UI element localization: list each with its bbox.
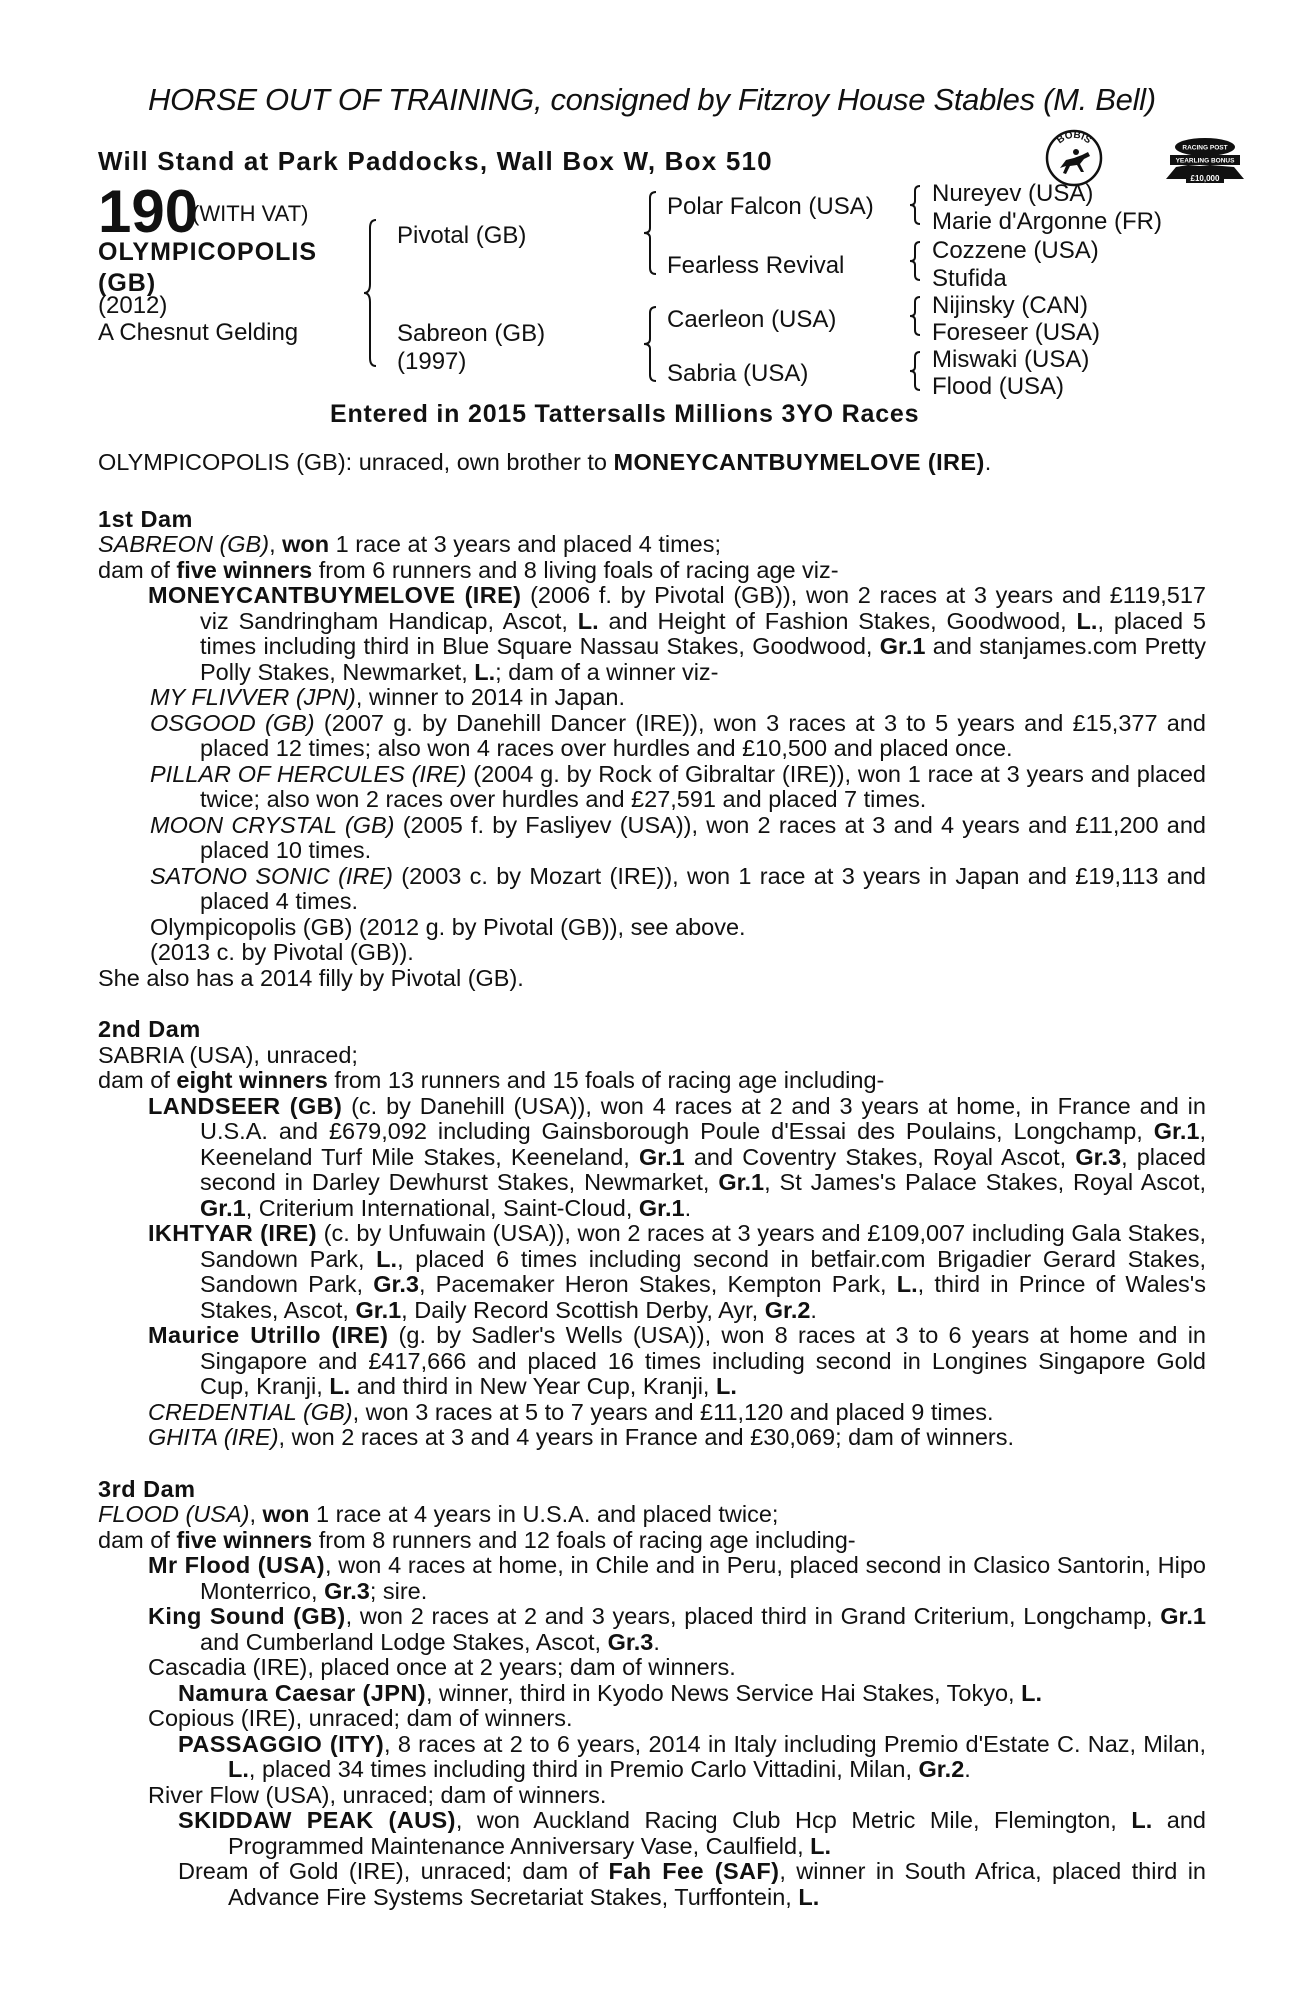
bobis-text: BOBIS bbox=[1054, 129, 1094, 147]
horse-name-line1: OLYMPICOPOLIS bbox=[98, 238, 318, 266]
grade-mark: Gr.3 bbox=[324, 1577, 370, 1604]
produce-text: and Height of Fashion Stakes, Goodwood, bbox=[598, 607, 1077, 634]
pedigree-sire-sire: Polar Falcon (USA) bbox=[667, 193, 874, 220]
grade-mark: Gr.3 bbox=[607, 1628, 654, 1655]
produce-text: , 8 races at 2 to 6 years, 2014 in Italy including Premio d'Estate C. Naz, Milan, bbox=[384, 1730, 1206, 1757]
produce-text: . bbox=[684, 1194, 692, 1221]
grade-mark: Gr.2 bbox=[918, 1756, 965, 1782]
bobis-horse-icon bbox=[1044, 128, 1104, 188]
produce-name: MONEYCANTBUYMELOVE (IRE) bbox=[148, 582, 522, 608]
first-dam-sep: , bbox=[269, 531, 283, 557]
produce-name: MOON CRYSTAL (GB) bbox=[150, 811, 395, 838]
produce-text: , won Auckland Racing Club Hcp Metric Mile, Flemington, bbox=[455, 1807, 1132, 1833]
produce-text: and Coventry Stakes, Royal Ascot, bbox=[684, 1143, 1076, 1170]
first-dam-heading: 1st Dam bbox=[98, 505, 193, 532]
produce-text: (2006 f. by Pivotal (GB)), won 2 races at 3 years and £119,517 viz Sandringham Handicap, Ascot, bbox=[200, 582, 1206, 634]
produce-text: , Pacemaker Heron Stakes, Kempton Park, bbox=[418, 1271, 897, 1297]
first-dam-won: won bbox=[282, 531, 330, 557]
third-dam-line1 bbox=[98, 1502, 1206, 1528]
produce-text: , winner, third in Kyodo News Service Hai Stakes, Tokyo, bbox=[425, 1679, 1022, 1706]
pedigree-sire-dam: Fearless Revival bbox=[667, 252, 845, 279]
second-dam-produce-5 bbox=[98, 1425, 1206, 1451]
produce-text: and stanjames.com Pretty Polly Stakes, Newmarket, bbox=[200, 633, 1207, 685]
produce-name: PASSAGGIO (ITY) bbox=[178, 1730, 385, 1757]
produce-text: . bbox=[964, 1756, 971, 1782]
third-dam-produce-3: Cascadia (IRE), placed once at 2 years; dam of winners. bbox=[148, 1654, 736, 1680]
produce-text: , Keeneland Turf Mile Stakes, Keeneland, bbox=[200, 1118, 1206, 1170]
produce-name: OSGOOD (GB) bbox=[150, 709, 315, 736]
third-dam-produce-5-sub bbox=[98, 1808, 1206, 1859]
produce-name: MY FLIVVER (JPN) bbox=[150, 684, 356, 710]
horse-name-line2: (GB) bbox=[98, 269, 157, 297]
third-dam-line2 bbox=[98, 1528, 1206, 1554]
pedigree-sss: Nureyev (USA) bbox=[932, 180, 1094, 207]
racing-post-badge-icon bbox=[1160, 135, 1250, 185]
produce-text: , Daily Record Scottish Derby, Ayr, bbox=[401, 1296, 765, 1323]
foaling-year: (2012) bbox=[98, 292, 168, 319]
third-dam-produce-3-sub bbox=[98, 1681, 1206, 1707]
racing-post-amount-text: £10,000 bbox=[1190, 174, 1220, 183]
grade-mark: Gr.1 bbox=[718, 1169, 765, 1195]
grade-mark: L. bbox=[1076, 607, 1098, 634]
grade-mark: L. bbox=[474, 658, 496, 685]
produce-text: , won 4 races at home, in Chile and in Peru, placed second in Clasico Santorin, Hipo Monterrico, bbox=[200, 1552, 1206, 1604]
third-dam-produce-4: Copious (IRE), unraced; dam of winners. bbox=[148, 1705, 573, 1731]
produce-text: and Cumberland Lodge Stakes, Ascot, bbox=[200, 1628, 608, 1655]
second-dam-line1: SABRIA (USA), unraced; bbox=[98, 1041, 358, 1068]
produce-text: ; sire. bbox=[369, 1577, 428, 1604]
second-dam-produce-4 bbox=[98, 1400, 1206, 1426]
vat-note: (WITH VAT) bbox=[192, 201, 309, 226]
grade-mark: Gr.1 bbox=[355, 1296, 402, 1323]
first-dam-produce-7: (2013 c. by Pivotal (GB)). bbox=[150, 939, 414, 965]
produce-text: (2003 c. by Mozart (IRE)), won 1 race at 3 years in Japan and £19,113 and placed 4 times. bbox=[200, 862, 1207, 914]
pedigree-dam: Sabreon (GB) bbox=[397, 320, 546, 347]
first-dam-produce-1 bbox=[98, 583, 1206, 685]
first-dam-winners: five winners bbox=[176, 556, 313, 583]
second-dam-runners: from 13 runners and 15 foals of racing age including- bbox=[327, 1067, 885, 1093]
pedigree-dam-dam: Sabria (USA) bbox=[667, 360, 809, 387]
produce-text: and Programmed Maintenance Anniversary Vase, Caulfield, bbox=[228, 1807, 1206, 1859]
grade-mark: Gr.1 bbox=[200, 1194, 246, 1221]
pedigree-dam-year: (1997) bbox=[397, 348, 467, 375]
produce-text: (c. by Unfuwain (USA)), won 2 races at 3 years and £109,007 including Gala Stakes, Sandown Park, bbox=[200, 1220, 1206, 1272]
third-dam-sep: , bbox=[249, 1501, 263, 1527]
pedigree-brace-ds bbox=[908, 295, 924, 337]
grade-mark: Gr.1 bbox=[1160, 1603, 1206, 1629]
second-dam-produce-2 bbox=[98, 1221, 1206, 1323]
produce-text: and third in New Year Cup, Kranji, bbox=[350, 1373, 716, 1399]
produce-text: ; dam of a winner viz- bbox=[495, 658, 719, 685]
entered-races-note: Entered in 2015 Tattersalls Millions 3YO Races bbox=[330, 400, 920, 428]
first-dam-damof: dam of bbox=[98, 556, 177, 583]
third-dam-winners: five winners bbox=[176, 1526, 313, 1553]
produce-name: Mr Flood (USA) bbox=[148, 1552, 325, 1578]
third-dam-produce-4-sub bbox=[98, 1732, 1206, 1783]
pedigree-dsd: Foreseer (USA) bbox=[932, 319, 1101, 346]
grade-mark: Gr.3 bbox=[373, 1271, 419, 1297]
produce-text: , won 2 races at 3 and 4 years in France and £30,069; dam of winners. bbox=[278, 1424, 1015, 1450]
racing-post-top-text: RACING POST bbox=[1182, 144, 1228, 152]
racing-post-bonus-logo bbox=[1160, 135, 1250, 185]
grade-mark: L. bbox=[798, 1883, 820, 1910]
grade-mark: L. bbox=[1021, 1679, 1042, 1706]
grade-mark: L. bbox=[376, 1245, 398, 1272]
first-dam-record: 1 race at 3 years and placed 4 times; bbox=[329, 531, 722, 557]
produce-text: , St James's Palace Stakes, Royal Ascot, bbox=[764, 1169, 1207, 1195]
second-dam-line2 bbox=[98, 1068, 1206, 1094]
produce-name: Namura Caesar (JPN) bbox=[178, 1679, 426, 1706]
grade-mark: L. bbox=[1131, 1807, 1153, 1833]
produce-name: CREDENTIAL (GB) bbox=[148, 1398, 353, 1425]
pedigree-dds: Miswaki (USA) bbox=[932, 346, 1090, 373]
third-dam-produce-5: River Flow (USA), unraced; dam of winners. bbox=[148, 1781, 607, 1808]
grade-mark: L. bbox=[329, 1373, 351, 1399]
grade-mark: Gr.2 bbox=[764, 1296, 811, 1323]
produce-text: , placed second in Darley Dewhurst Stakes, Newmarket, bbox=[200, 1143, 1206, 1195]
pedigree-brace-sd bbox=[908, 240, 924, 282]
pedigree-brace-dam bbox=[642, 305, 660, 383]
second-dam-produce-1 bbox=[98, 1094, 1206, 1222]
second-dam-winners: eight winners bbox=[176, 1067, 328, 1093]
lot-number: 190 bbox=[98, 178, 199, 245]
grade-mark: Gr.1 bbox=[638, 1143, 685, 1170]
produce-text: (2005 f. by Fasliyev (USA)), won 2 races at 3 and 4 years and £11,200 and placed 10 times. bbox=[200, 811, 1206, 863]
grade-mark: L. bbox=[577, 607, 599, 634]
second-dam-produce-3 bbox=[98, 1323, 1206, 1400]
grade-mark: Gr.1 bbox=[638, 1194, 685, 1221]
pedigree-brace-main bbox=[362, 218, 382, 368]
horse-name bbox=[98, 237, 317, 299]
intro-end: . bbox=[984, 449, 992, 475]
intro-line bbox=[98, 450, 1206, 476]
produce-text: . bbox=[810, 1296, 817, 1323]
pedigree-sds: Cozzene (USA) bbox=[932, 237, 1099, 264]
first-dam-line2 bbox=[98, 558, 1206, 584]
produce-name: GHITA (IRE) bbox=[148, 1424, 279, 1450]
third-dam-produce-1 bbox=[98, 1553, 1206, 1604]
first-dam-name: SABREON (GB) bbox=[98, 531, 270, 557]
first-dam-produce-6: Olympicopolis (GB) (2012 g. by Pivotal (GB)), see above. bbox=[150, 913, 746, 940]
first-dam-line1 bbox=[98, 532, 1206, 558]
third-dam-heading: 3rd Dam bbox=[98, 1475, 196, 1502]
pedigree-brace-dd bbox=[908, 350, 924, 392]
produce-text: , won 2 races at 2 and 3 years, placed third in Grand Criterium, Longchamp, bbox=[345, 1603, 1161, 1629]
pedigree-brace-ss bbox=[908, 184, 924, 226]
produce-text: , placed 5 times including third in Blue Square Nassau Stakes, Goodwood, bbox=[200, 607, 1206, 659]
second-dam-heading: 2nd Dam bbox=[98, 1016, 201, 1042]
page-title: HORSE OUT OF TRAINING, consigned by Fitzroy House Stables (M. Bell) bbox=[148, 82, 1156, 117]
produce-text: . bbox=[653, 1628, 660, 1655]
produce-text: (2004 g. by Rock of Gibraltar (IRE)), won 1 race at 3 years and placed twice; also won 2 races over hurdles and £27,591 and placed 7 times. bbox=[200, 760, 1207, 812]
produce-text: , winner in South Africa, placed third in Advance Fire Systems Secretariat Stakes, Turffontein, bbox=[228, 1858, 1207, 1910]
third-dam-produce-6 bbox=[98, 1859, 1206, 1910]
third-dam-produce-2 bbox=[98, 1604, 1206, 1655]
first-dam-produce-4 bbox=[98, 813, 1206, 864]
second-dam-damof: dam of bbox=[98, 1067, 177, 1093]
bobis-logo bbox=[1044, 128, 1104, 188]
pedigree-ddd: Flood (USA) bbox=[932, 373, 1065, 400]
intro-text: OLYMPICOPOLIS (GB): unraced, own brother to bbox=[98, 449, 614, 475]
pedigree-brace-sire bbox=[642, 190, 660, 276]
pedigree-dss: Nijinsky (CAN) bbox=[932, 292, 1088, 319]
produce-name: Maurice Utrillo (IRE) bbox=[148, 1322, 389, 1348]
grade-mark: Gr.1 bbox=[879, 633, 926, 659]
produce-name: Fah Fee (SAF) bbox=[608, 1858, 780, 1884]
produce-name: IKHTYAR (IRE) bbox=[148, 1220, 317, 1246]
produce-text: , placed 6 times including second in betfair.com Brigadier Gerard Stakes, Sandown Park, bbox=[200, 1245, 1206, 1297]
pedigree-dam-sire: Caerleon (USA) bbox=[667, 306, 837, 333]
third-dam-runners: from 8 runners and 12 foals of racing age including- bbox=[312, 1526, 856, 1553]
first-dam-produce-2 bbox=[98, 711, 1206, 762]
racing-post-mid-text: YEARLING BONUS bbox=[1175, 157, 1235, 165]
third-dam-name: FLOOD (USA) bbox=[98, 1501, 250, 1527]
produce-text: , third in Prince of Wales's Stakes, Ascot, bbox=[200, 1271, 1207, 1323]
first-dam-produce-3 bbox=[98, 762, 1206, 813]
pedigree-ssd: Marie d'Argonne (FR) bbox=[932, 208, 1162, 235]
first-dam-produce-5 bbox=[98, 864, 1206, 915]
produce-text: , winner to 2014 in Japan. bbox=[355, 684, 626, 710]
grade-mark: Gr.1 bbox=[1153, 1118, 1200, 1144]
grade-mark: Gr.3 bbox=[1075, 1143, 1122, 1170]
produce-name: SKIDDAW PEAK (AUS) bbox=[178, 1807, 456, 1833]
horse-description: A Chesnut Gelding bbox=[98, 319, 299, 346]
third-dam-won: won bbox=[262, 1501, 310, 1527]
produce-text: , won 3 races at 5 to 7 years and £11,120 and placed 9 times. bbox=[352, 1398, 994, 1425]
intro-brother-name: MONEYCANTBUYMELOVE (IRE) bbox=[613, 449, 985, 475]
produce-text: , Criterium International, Saint-Cloud, bbox=[245, 1194, 639, 1221]
grade-mark: L. bbox=[810, 1832, 832, 1859]
first-dam-produce-8: She also has a 2014 filly by Pivotal (GB). bbox=[98, 964, 524, 991]
catalogue-body bbox=[98, 450, 1206, 1910]
first-dam-produce-1-sub bbox=[98, 685, 1206, 711]
grade-mark: L. bbox=[715, 1373, 737, 1399]
produce-text: (g. by Sadler's Wells (USA)), won 8 races at 3 to 6 years at home and in Singapore and £417,666 and placed 16 times including second in Longines Singapore Gold Cup, Kranji, bbox=[200, 1322, 1206, 1399]
first-dam-runners: from 6 runners and 8 living foals of racing age viz- bbox=[312, 556, 839, 583]
pedigree-sdd: Stufida bbox=[932, 265, 1007, 292]
produce-name: LANDSEER (GB) bbox=[148, 1092, 343, 1119]
grade-mark: L. bbox=[228, 1756, 249, 1782]
produce-text: Dream of Gold (IRE), unraced; dam of bbox=[178, 1858, 609, 1884]
grade-mark: L. bbox=[896, 1271, 918, 1297]
third-dam-record: 1 race at 4 years in U.S.A. and placed twice; bbox=[309, 1501, 779, 1527]
produce-text: , placed 34 times including third in Premio Carlo Vittadini, Milan, bbox=[248, 1756, 919, 1782]
produce-name: PILLAR OF HERCULES (IRE) bbox=[150, 760, 467, 787]
pedigree-sire: Pivotal (GB) bbox=[397, 222, 527, 249]
produce-name: SATONO SONIC (IRE) bbox=[150, 862, 393, 889]
produce-name: King Sound (GB) bbox=[148, 1603, 346, 1629]
produce-text: (2007 g. by Danehill Dancer (IRE)), won 3 races at 3 to 5 years and £15,377 and placed 12 times; also won 4 races over hurdles and £10,500 and placed once. bbox=[200, 709, 1206, 761]
third-dam-damof: dam of bbox=[98, 1526, 177, 1553]
produce-text: (c. by Danehill (USA)), won 4 races at 2 and 3 years at home, in France and in U.S.A. and £679,092 including Gainsborough Poule d'Essai des Poulains, Longchamp, bbox=[200, 1092, 1206, 1144]
stand-location: Will Stand at Park Paddocks, Wall Box W, Box 510 bbox=[98, 146, 773, 176]
